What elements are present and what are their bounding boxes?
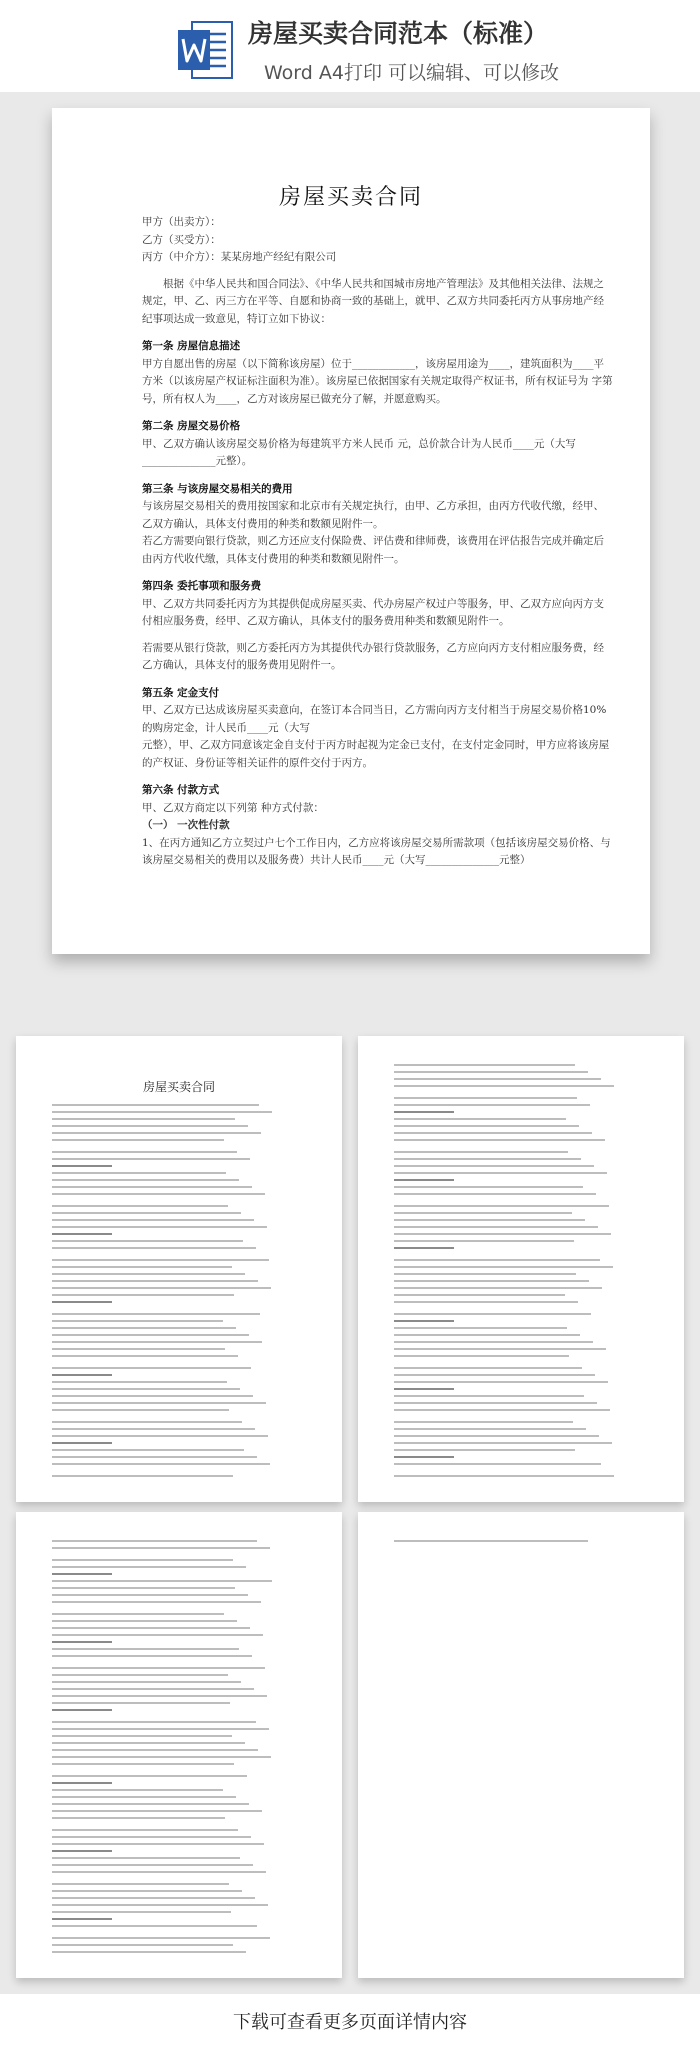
thumbnail-text-line: [52, 1179, 239, 1181]
paragraph: 甲、乙双方已达成该房屋买卖意向，在签订本合同当日，乙方需向丙方支付相当于房屋交易价格10%的购房定金，计人民币____元（大写: [142, 704, 607, 734]
thumbnail-text-line: [52, 1796, 236, 1798]
paragraph: 丙方（中介方）：某某房地产经纪有限公司: [142, 251, 337, 263]
thumbnail-text-line: [394, 1219, 585, 1221]
thumbnail-text-line: [52, 1775, 247, 1777]
thumbnail-text-line: [394, 1435, 599, 1437]
thumbnail-text-line: [52, 1219, 254, 1221]
thumbnail-text-line: [394, 1205, 609, 1207]
thumbnail-text-line: [394, 1313, 591, 1315]
thumbnail-text-line: [394, 1233, 611, 1235]
thumbnail-text-line: [52, 1118, 235, 1120]
thumbnail-text-line: [394, 1118, 566, 1120]
paragraph-gap: [142, 267, 614, 276]
thumbnail-text-line: [52, 1435, 268, 1437]
thumbnail-text-line: [52, 1165, 112, 1167]
thumbnail-text-line: [394, 1111, 454, 1113]
thumbnail-text-line: [394, 1540, 588, 1542]
paragraph: （一） 一次性付款: [142, 819, 230, 831]
thumbnail-text-line: [52, 1897, 255, 1899]
thumbnail-text-line: [52, 1205, 228, 1207]
thumbnail-text-line: [52, 1320, 223, 1322]
thumbnail-text-line: [52, 1280, 258, 1282]
thumbnail-text-line: [52, 1226, 267, 1228]
thumbnail-text-line: [52, 1756, 271, 1758]
thumbnail-text-line: [52, 1273, 245, 1275]
thumbnail-text-line: [394, 1273, 576, 1275]
thumbnail-text-line: [52, 1655, 252, 1657]
thumbnail-text-line: [52, 1721, 256, 1723]
thumbnail-text-line: [52, 1341, 262, 1343]
thumbnail-text-line: [52, 1728, 269, 1730]
thumbnail-text-line: [52, 1186, 252, 1188]
thumbnail-text-line: [52, 1843, 264, 1845]
paragraph: 甲、乙双方确认该房屋交易价格为每建筑平方米人民币 元，总价款合计为人民币____元（大写______________元整）。: [142, 437, 576, 467]
thumbnail-text-line: [394, 1334, 580, 1336]
thumbnail-text-line: [52, 1951, 246, 1953]
thumbnail-text-line: [394, 1097, 577, 1099]
thumbnail-text-line: [52, 1463, 270, 1465]
thumbnail-text-line: [52, 1381, 227, 1383]
thumbnail-text-line: [52, 1688, 254, 1690]
thumbnail-text-line: [52, 1212, 241, 1214]
thumbnail-text-line: [394, 1395, 584, 1397]
thumbnail-text-line: [52, 1648, 239, 1650]
thumbnail-text-line: [394, 1085, 614, 1087]
thumbnail-text-line: [394, 1172, 607, 1174]
thumbnail-text-line: [394, 1179, 454, 1181]
word-document-icon: [176, 18, 236, 82]
thumbnail-text-line: [52, 1620, 237, 1622]
thumbnail-text-line: [394, 1125, 579, 1127]
thumbnail-text-line: [394, 1374, 595, 1376]
thumbnail-text-line: [52, 1883, 229, 1885]
thumbnail-text-line: [52, 1547, 270, 1549]
section-heading: 第四条 委托事项和服务费: [142, 580, 262, 592]
thumbnail-text-line: [52, 1864, 253, 1866]
thumbnail-text-line: [394, 1165, 594, 1167]
thumbnail-text-line: [52, 1634, 263, 1636]
section-heading: 第二条 房屋交易价格: [142, 420, 241, 432]
thumbnail-text-line: [52, 1355, 238, 1357]
paragraph: 1、在丙方通知乙方立契过户七个工作日内，乙方应将该房屋交易所需款项（包括该房屋交易价格、与该房屋交易相关的费用以及服务费）共计人民币____元（大写______________元整）: [142, 836, 611, 866]
thumbnail-text-line: [52, 1151, 237, 1153]
thumbnail-text-line: [394, 1409, 610, 1411]
thumbnail-text-line: [52, 1709, 112, 1711]
thumbnail-text-line: [52, 1104, 259, 1106]
thumbnail-text-line: [52, 1789, 223, 1791]
thumbnail-text-line: [52, 1287, 271, 1289]
thumbnail-text-line: [52, 1266, 232, 1268]
paragraph: 与该房屋交易相关的费用按国家和北京市有关规定执行，由甲、乙方承担，由丙方代收代缴，经甲、乙双方确认，具体支付费用的种类和数额见附件一。: [142, 500, 604, 530]
thumbnail-text-line: [52, 1428, 255, 1430]
footer-text[interactable]: 下载可查看更多页面详情内容: [233, 2012, 467, 2033]
thumbnail-text-line: [52, 1456, 257, 1458]
thumbnail-text-line: [52, 1681, 241, 1683]
thumbnail-text-line: [52, 1763, 234, 1765]
thumbnail-page-2[interactable]: [358, 1036, 684, 1502]
thumbnail-page-4[interactable]: [358, 1512, 684, 1978]
thumbnail-text-line: [394, 1132, 592, 1134]
thumbnail-text-line: [394, 1226, 598, 1228]
thumbnail-text-line: [52, 1810, 262, 1812]
thumbnail-text-line: [52, 1132, 261, 1134]
thumbnail-text-line: [52, 1871, 266, 1873]
thumbnail-text-line: [52, 1421, 242, 1423]
thumbnail-text-line: [394, 1151, 568, 1153]
footer-bar: [0, 1994, 700, 2046]
thumbnail-text-line: [394, 1266, 613, 1268]
page-subtitle: Word A4打印 可以编辑、可以修改: [264, 62, 560, 84]
thumbnail-text-line: [394, 1428, 586, 1430]
thumbnail-text-line: [52, 1641, 112, 1643]
thumbnail-text-line: [52, 1702, 230, 1704]
document-body: [142, 214, 614, 870]
thumbnail-text-line: [394, 1212, 572, 1214]
thumbnail-text-line: [394, 1139, 605, 1141]
thumbnail-text-line: [52, 1172, 226, 1174]
thumbnail-text-line: [394, 1421, 573, 1423]
thumbnail-text-line: [52, 1367, 251, 1369]
thumbnail-text-line: [52, 1540, 257, 1542]
thumbnail-text-line: [394, 1327, 567, 1329]
thumbnail-text-line: [52, 1402, 266, 1404]
thumbnail-text-line: [394, 1071, 588, 1073]
paragraph: 甲、乙双方共同委托丙方为其提供促成房屋买卖、代办房屋产权过户等服务，甲、乙双方应向丙方支付相应服务费，经甲、乙双方确认，具体支付的服务费用种类和数额见附件一。: [142, 597, 604, 627]
paragraph: 若乙方需要向银行贷款，则乙方还应支付保险费、评估费和律师费，该费用在评估报告完成并确定后由丙方代收代缴，具体支付费用的种类和数额见附件一。: [142, 535, 604, 565]
thumbnail-text-line: [394, 1320, 454, 1322]
thumbnail-text-line: [394, 1456, 454, 1458]
thumbnail-text-line: [52, 1613, 224, 1615]
paragraph: 若需要从银行贷款，则乙方委托丙方为其提供代办银行贷款服务，乙方应向丙方支付相应服务费，经乙方确认，具体支付的服务费用见附件一。: [142, 641, 604, 671]
thumbnail-text-line: [52, 1667, 265, 1669]
thumbnail-text-line: [52, 1566, 246, 1568]
thumbnail-text-line: [394, 1348, 606, 1350]
thumbnail-text-line: [52, 1890, 242, 1892]
thumbnail-text-line: [52, 1850, 112, 1852]
thumbnail-text-line: [52, 1559, 233, 1561]
thumbnail-text-line: [52, 1139, 224, 1141]
thumbnail-text-line: [52, 1374, 112, 1376]
thumbnail-text-line: [52, 1409, 229, 1411]
thumbnail-text-line: [52, 1259, 269, 1261]
thumbnail-text-line: [394, 1247, 454, 1249]
thumbnail-text-line: [394, 1240, 574, 1242]
thumbnail-page-1[interactable]: [16, 1036, 342, 1502]
thumbnail-text-line: [52, 1240, 243, 1242]
thumbnail-text-line: [52, 1803, 249, 1805]
thumbnail-text-line: [52, 1817, 225, 1819]
thumbnail-text-line: [52, 1594, 248, 1596]
thumbnail-text-line: [394, 1355, 569, 1357]
thumbnail-text-line: [394, 1259, 600, 1261]
thumbnail-text-line: [394, 1280, 589, 1282]
thumbnail-text-line: [52, 1475, 233, 1477]
thumbnail-text-line: [52, 1782, 112, 1784]
thumbnail-page-3[interactable]: [16, 1512, 342, 1978]
document-title: 房屋买卖合同: [278, 185, 423, 210]
section-heading: 第三条 与该房屋交易相关的费用: [142, 482, 293, 495]
section-heading: 第六条 付款方式: [142, 784, 220, 796]
thumbnail-text-line: [52, 1695, 267, 1697]
thumbnail-text-line: [52, 1580, 272, 1582]
thumbnail-text-line: [52, 1193, 265, 1195]
thumbnail-text-line: [52, 1944, 233, 1946]
thumbnail-text-line: [394, 1193, 596, 1195]
thumbnail-text-line: [52, 1294, 234, 1296]
thumbnail-text-line: [52, 1836, 251, 1838]
thumbnail-text-line: [52, 1911, 231, 1913]
thumbnail-text-line: [52, 1904, 268, 1906]
thumbnail-text-line: [52, 1158, 250, 1160]
paragraph: 乙方（买受方）：: [142, 233, 221, 246]
thumbnail-text-line: [394, 1287, 602, 1289]
paragraph: 元整），甲、乙双方同意该定金自支付于丙方时起视为定金已支付，在支付定金同时，甲方应将该房屋的产权证、身份证等相关证件的原件交付于丙方。: [142, 739, 610, 769]
thumbnail-text-line: [394, 1442, 612, 1444]
thumbnail-text-line: [52, 1449, 244, 1451]
thumbnail-text-line: [52, 1857, 240, 1859]
thumbnail-text-line: [52, 1348, 225, 1350]
thumbnail-text-line: [52, 1587, 235, 1589]
thumbnail-text-line: [394, 1158, 581, 1160]
thumbnail-text-line: [52, 1925, 257, 1927]
paragraph: 根据《中华人民共和国合同法》、《中华人民共和国城市房地产管理法》及其他相关法律、法规之规定，甲、乙、丙三方在平等、自愿和协商一致的基础上，就甲、乙双方共同委托丙方从事房地产经纪事项达成一致意见，特订立如下协议：: [142, 277, 604, 325]
thumbnail-text-line: [52, 1742, 245, 1744]
thumbnail-text-line: [52, 1388, 240, 1390]
thumbnail-text-line: [52, 1313, 260, 1315]
thumbnail-text-line: [52, 1233, 112, 1235]
thumbnail-text-line: [52, 1247, 256, 1249]
section-heading: 第五条 定金支付: [142, 686, 220, 699]
thumbnail-text-line: [52, 1327, 236, 1329]
thumbnail-text-line: [52, 1334, 249, 1336]
thumbnail-text-line: [394, 1388, 454, 1390]
thumbnail-text-line: [52, 1601, 261, 1603]
thumbnail-text-line: [52, 1125, 248, 1127]
thumbnail-text-line: [394, 1449, 575, 1451]
thumbnail-text-line: [52, 1937, 270, 1939]
thumbnail-text-line: [52, 1111, 272, 1113]
thumbnail-text-line: [394, 1301, 578, 1303]
paragraph: 甲方（出卖方）：: [142, 216, 221, 228]
thumbnail-text-line: [52, 1918, 112, 1920]
thumbnail-text-line: [394, 1463, 601, 1465]
thumbnail-text-line: [52, 1749, 258, 1751]
thumbnail-text-line: [394, 1064, 575, 1066]
thumbnail-text-line: [394, 1078, 601, 1080]
thumbnail-text-line: [394, 1367, 582, 1369]
thumbnail-text-line: [52, 1735, 232, 1737]
paragraph: 甲方自愿出售的房屋（以下简称该房屋）位于____________，该房屋用途为____，建筑面积为____平方米（以该房屋产权证标注面积为准）。该房屋已依据国家有关规定取得产权证书，所有权证号为 字第 号，所有权人为____，乙方对该房屋已做充分了解，并愿意购买。: [142, 357, 613, 405]
thumbnail-text-line: [394, 1294, 565, 1296]
thumbnail-text-line: [52, 1301, 112, 1303]
page-title: 房屋买卖合同范本（标准）: [248, 19, 549, 48]
thumbnail-text-line: [52, 1573, 112, 1575]
thumbnail-text-line: [52, 1829, 238, 1831]
thumbnail-text-line: [52, 1395, 253, 1397]
thumbnail-title: 房屋买卖合同: [142, 1080, 215, 1094]
thumbnail-text-line: [394, 1381, 608, 1383]
thumbnail-text-line: [394, 1475, 614, 1477]
paragraph-gap: [142, 631, 614, 640]
section-heading: 第一条 房屋信息描述: [142, 340, 241, 352]
document-preview-page: [52, 108, 650, 954]
thumbnail-text-line: [394, 1104, 590, 1106]
thumbnail-text-line: [52, 1674, 228, 1676]
thumbnail-text-line: [394, 1402, 597, 1404]
thumbnail-text-line: [52, 1627, 250, 1629]
thumbnail-text-line: [52, 1442, 112, 1444]
thumbnail-text-line: [394, 1186, 583, 1188]
thumbnail-text-line: [394, 1341, 593, 1343]
banner-header: [0, 0, 700, 92]
paragraph: 甲、乙双方商定以下列第 种方式付款：: [142, 801, 324, 814]
